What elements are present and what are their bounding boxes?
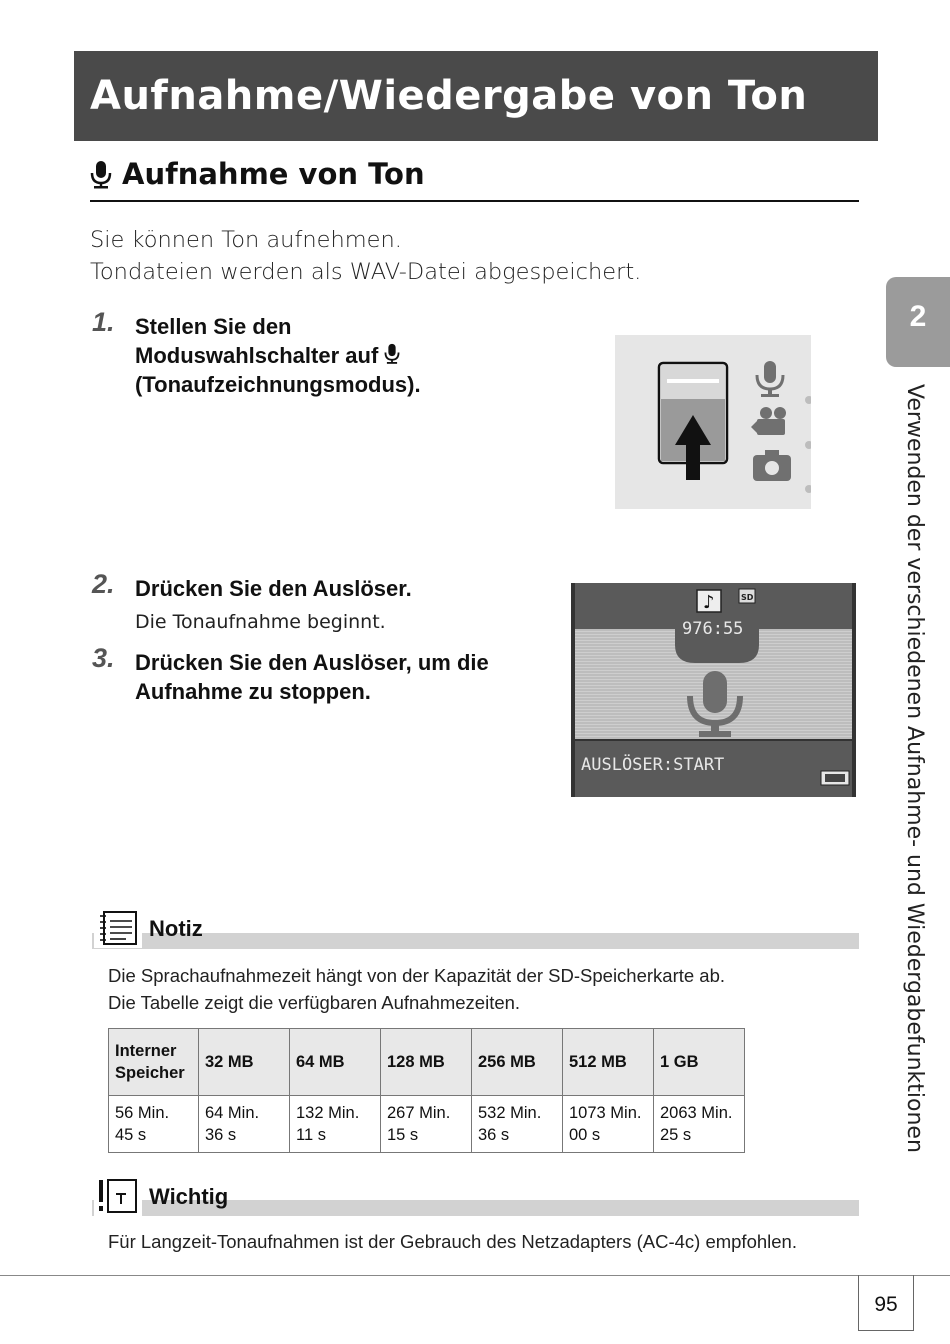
table-cell bbox=[290, 1096, 381, 1153]
intro-line: Tondateien werden als WAV-Datei abgespeichert. bbox=[90, 259, 642, 285]
table-header-cell: 128 MB bbox=[381, 1029, 472, 1096]
step-line: (Tonaufzeichnungsmodus). bbox=[135, 372, 421, 397]
step-number: 3. bbox=[92, 643, 115, 673]
table-header-cell: 1 GB bbox=[654, 1029, 745, 1096]
step-2-text: Drücken Sie den Auslöser. bbox=[135, 576, 412, 601]
warning-label: Wichtig bbox=[149, 1184, 229, 1209]
notepad-icon bbox=[94, 908, 142, 948]
page-number: 95 bbox=[858, 1275, 914, 1331]
table-cell bbox=[654, 1096, 745, 1153]
table-header-cell: 64 MB bbox=[290, 1029, 381, 1096]
note-label: Notiz bbox=[149, 916, 203, 941]
header-text: Speicher bbox=[115, 1064, 185, 1082]
table-header-cell: 256 MB bbox=[472, 1029, 563, 1096]
cell-text: 36 s bbox=[205, 1126, 237, 1144]
step-line-text: Moduswahlschalter auf bbox=[135, 343, 379, 368]
step-line: Stellen Sie den bbox=[135, 314, 292, 339]
cell-text: 15 s bbox=[387, 1126, 419, 1144]
shutter-status-text: AUSLÖSER:START bbox=[581, 755, 725, 775]
step-line bbox=[135, 341, 421, 370]
note-line: Die Sprachaufnahmezeit hängt von der Kapazität der SD-Speicherkarte ab. bbox=[108, 965, 726, 986]
table-header-cell: 512 MB bbox=[563, 1029, 654, 1096]
cell-text: 267 Min. bbox=[387, 1104, 451, 1122]
table-header-cell bbox=[109, 1029, 199, 1096]
table-header-row bbox=[109, 1029, 745, 1096]
step-line: Aufnahme zu stoppen. bbox=[135, 679, 371, 704]
cell-text: 56 Min. bbox=[115, 1104, 170, 1122]
section-divider bbox=[90, 200, 859, 202]
recording-time-table bbox=[108, 1028, 745, 1153]
table-cell bbox=[109, 1096, 199, 1153]
section-title: Aufnahme von Ton bbox=[122, 157, 425, 191]
step-3-text bbox=[135, 648, 489, 706]
mode-dial-illustration bbox=[615, 335, 811, 509]
warning-text: Für Langzeit-Tonaufnahmen ist der Gebrauch des Netzadapters (AC-4c) empfohlen. bbox=[108, 1231, 797, 1252]
camera-screen bbox=[571, 583, 856, 797]
table-cell bbox=[472, 1096, 563, 1153]
note-bar bbox=[92, 933, 859, 949]
note-line: Die Tabelle zeigt die verfügbaren Aufnahmezeiten. bbox=[108, 992, 521, 1013]
warning-notepad-icon bbox=[94, 1176, 142, 1216]
microphone-icon bbox=[90, 160, 112, 190]
table-cell bbox=[199, 1096, 290, 1153]
svg-text:♪: ♪ bbox=[703, 592, 715, 613]
step-1-text bbox=[135, 312, 421, 399]
cell-text: 532 Min. bbox=[478, 1104, 542, 1122]
recording-time-counter: 976:55 bbox=[682, 619, 744, 639]
cell-text: 2063 Min. bbox=[660, 1104, 733, 1122]
step-line: Drücken Sie den Auslöser, um die bbox=[135, 650, 489, 675]
intro-text bbox=[90, 224, 641, 288]
table-cell bbox=[563, 1096, 654, 1153]
cell-text: 11 s bbox=[296, 1126, 326, 1144]
cell-text: 1073 Min. bbox=[569, 1104, 642, 1122]
header-text: Interner bbox=[115, 1042, 177, 1060]
cell-text: 132 Min. bbox=[296, 1104, 360, 1122]
step-number: 1. bbox=[92, 307, 115, 337]
footer-rule bbox=[0, 1275, 950, 1276]
step-2-subtext: Die Tonaufnahme beginnt. bbox=[135, 611, 386, 633]
note-text bbox=[108, 962, 725, 1016]
page-title: Aufnahme/Wiedergabe von Ton bbox=[90, 73, 808, 119]
cell-text: 64 Min. bbox=[205, 1104, 260, 1122]
chapter-side-title: Verwenden der verschiedenen Aufnahme- und Wiedergabefunktionen bbox=[902, 384, 927, 1153]
intro-line: Sie können Ton aufnehmen. bbox=[90, 227, 402, 253]
step-number: 2. bbox=[92, 569, 115, 599]
microphone-icon bbox=[384, 343, 400, 365]
cell-text: 45 s bbox=[115, 1126, 147, 1144]
cell-text: 36 s bbox=[478, 1126, 510, 1144]
table-header-cell: 32 MB bbox=[199, 1029, 290, 1096]
svg-text:SD: SD bbox=[741, 593, 754, 602]
cell-text: 25 s bbox=[660, 1126, 692, 1144]
table-cell bbox=[381, 1096, 472, 1153]
table-row bbox=[109, 1096, 745, 1153]
cell-text: 00 s bbox=[569, 1126, 601, 1144]
chapter-number: 2 bbox=[909, 300, 927, 333]
